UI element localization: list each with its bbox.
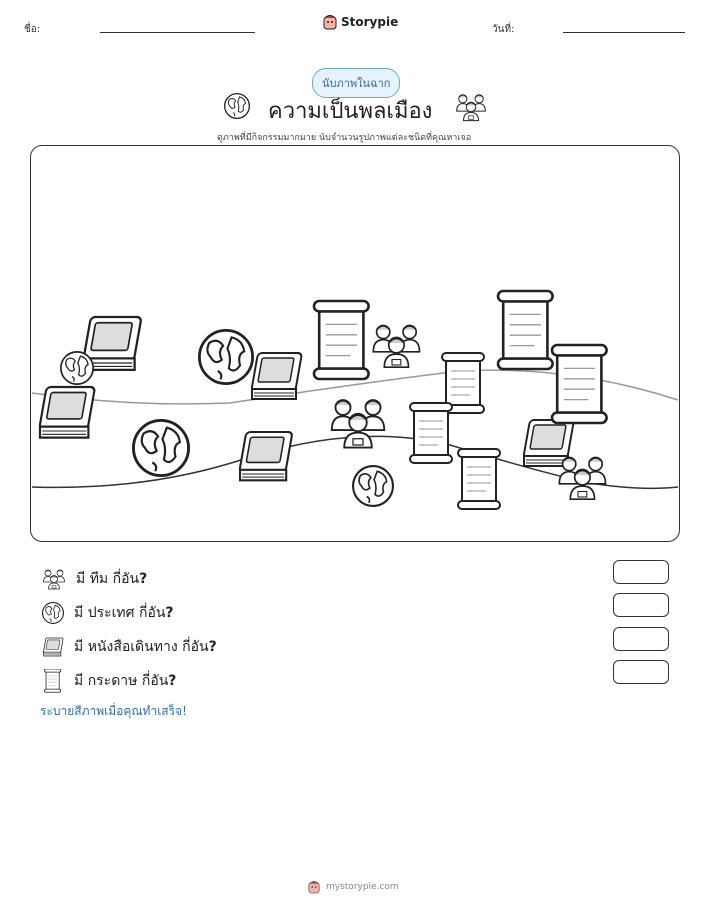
question-prefix: มี (74, 639, 88, 655)
name-label: ชื่อ: (24, 24, 41, 35)
question-suffix: กี่อัน (108, 571, 140, 587)
question-passport (42, 630, 217, 664)
question-mark: ? (168, 673, 177, 689)
passport-icon (251, 353, 302, 399)
team-icon (42, 568, 66, 590)
scroll-icon (552, 345, 607, 423)
scroll-icon (42, 669, 64, 693)
question-suffix: กี่อัน (137, 673, 169, 689)
storypie-icon (323, 14, 337, 30)
question-list (42, 562, 217, 698)
question-prefix: มี (74, 673, 88, 689)
activity-badge: นับภาพในฉาก (312, 68, 400, 98)
question-item: กระดาษ (87, 673, 138, 689)
passport-icon (42, 636, 64, 658)
footer (308, 880, 399, 894)
storypie-icon (308, 880, 320, 894)
question-mark: ? (139, 571, 148, 587)
date-label: วันที่: (492, 24, 515, 35)
brand-name: Storypie (341, 15, 399, 29)
question-scroll (42, 664, 217, 698)
page-title: ความเป็นพลเมือง (268, 99, 433, 124)
passport-icon (239, 432, 292, 480)
question-suffix: กี่อัน (134, 605, 166, 621)
footer-url: mystorypie.com (326, 882, 399, 892)
globe-icon (353, 466, 393, 506)
globe-icon (61, 352, 93, 384)
team-icon (559, 457, 605, 499)
brand-logo (323, 14, 398, 30)
question-team (42, 562, 217, 596)
scroll-icon (498, 291, 553, 369)
passport-icon (39, 387, 95, 438)
question-item: ประเทศ (87, 605, 135, 621)
answer-box-team[interactable] (613, 560, 669, 584)
scene-illustration (30, 145, 680, 542)
question-suffix: กี่อัน (177, 639, 209, 655)
color-prompt: ระบายสีภาพเมื่อคุณทำเสร็จ! (40, 704, 187, 718)
name-line[interactable] (100, 32, 255, 33)
team-icon (373, 325, 419, 367)
question-mark: ? (208, 639, 217, 655)
team-icon (454, 92, 488, 122)
answer-box-passport[interactable] (613, 627, 669, 651)
scroll-icon (458, 449, 500, 509)
page-subtitle: ดูภาพที่มีกิจกรรมมากมาย นับจำนวนรูปภาพแต่ละชนิดที่คุณหาเจอ (217, 133, 472, 143)
globe-icon (224, 93, 250, 119)
question-item: หนังสือเดินทาง (87, 639, 178, 655)
question-prefix: มี (74, 605, 88, 621)
globe-icon (199, 330, 252, 383)
question-prefix: มี (76, 571, 90, 587)
answer-box-globe[interactable] (613, 593, 669, 617)
question-mark: ? (165, 605, 174, 621)
answer-box-scroll[interactable] (613, 660, 669, 684)
date-line[interactable] (563, 32, 685, 33)
globe-icon (42, 602, 64, 624)
scroll-icon (314, 301, 369, 379)
scroll-icon (410, 403, 452, 463)
question-item: ทีม (89, 571, 109, 587)
team-icon (332, 400, 385, 448)
globe-icon (133, 420, 188, 475)
question-globe (42, 596, 217, 630)
